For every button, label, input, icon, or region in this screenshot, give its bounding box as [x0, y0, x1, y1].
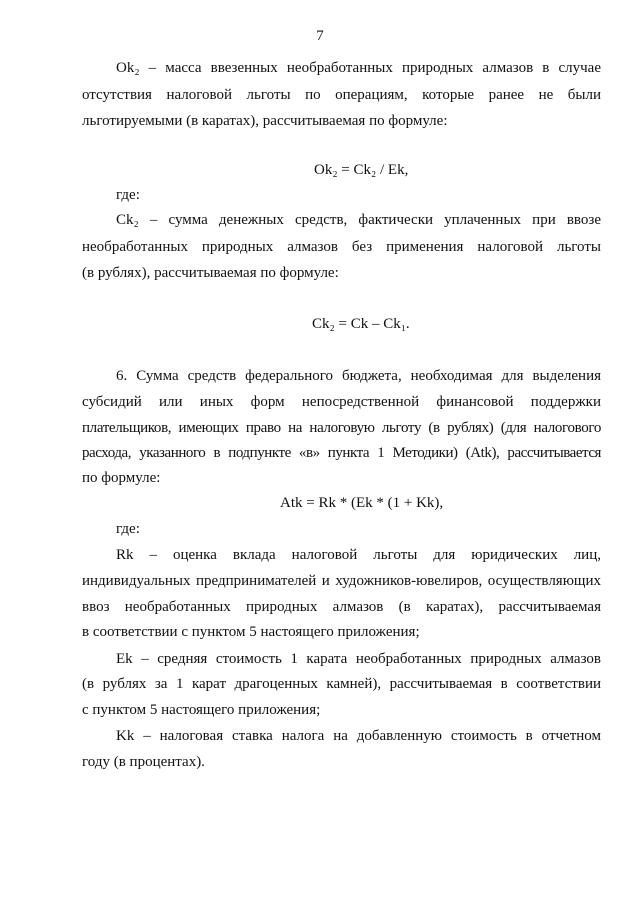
paragraph-line: Kk – налоговая ставка налога на добавленную стоимость в отчетном: [116, 728, 601, 744]
paragraph-line: субсидий или иных форм непосредственной финансовой поддержки: [82, 394, 601, 410]
paragraph-line: необработанных природных алмазов без применения налоговой льготы: [82, 239, 601, 255]
paragraph-line: льготируемыми (в каратах), рассчитываемая по формуле:: [82, 113, 448, 129]
page-number: 7: [316, 28, 324, 44]
paragraph-line: 6. Сумма средств федерального бюджета, необходимая для выделения: [116, 368, 601, 384]
formula-ok2: Ok₂ = Ck₂ / Ek,: [314, 162, 409, 178]
paragraph-line: расхода, указанного в подпункте «в» пункта 1 Методики) (Atk), рассчитывается: [82, 445, 601, 461]
paragraph-line: Ok₂ – масса ввезенных необработанных природных алмазов в случае: [116, 60, 601, 76]
paragraph-line: (в рублях за 1 карат драгоценных камней), рассчитываемая в соответствии: [82, 676, 601, 692]
paragraph-line: с пунктом 5 настоящего приложения;: [82, 702, 321, 718]
paragraph-line: Ck₂ – сумма денежных средств, фактически уплаченных при ввозе: [116, 212, 601, 228]
paragraph-line: в соответствии с пунктом 5 настоящего приложения;: [82, 624, 420, 640]
formula-atk: Atk = Rk * (Ek * (1 + Kk),: [280, 495, 444, 511]
paragraph-line: Rk – оценка вклада налоговой льготы для юридических лиц,: [116, 547, 601, 563]
paragraph-line: по формуле:: [82, 470, 161, 486]
paragraph-line: ввоз необработанных природных алмазов (в каратах), рассчитываемая: [82, 599, 601, 615]
where-label: где:: [116, 521, 140, 537]
paragraph-line: году (в процентах).: [82, 754, 205, 770]
where-label: где:: [116, 187, 140, 203]
paragraph-line: отсутствия налоговой льготы по операциям, которые ранее не были: [82, 87, 601, 103]
formula-ck2: Ck₂ = Ck – Ck₁.: [312, 316, 410, 332]
paragraph-line: плательщиков, имеющих право на налоговую льготу (в рублях) (для налогового: [82, 420, 601, 436]
paragraph-line: индивидуальных предпринимателей и художников-ювелиров, осуществляющих: [82, 573, 601, 589]
paragraph-line: Ek – средняя стоимость 1 карата необработанных природных алмазов: [116, 651, 601, 667]
paragraph-line: (в рублях), рассчитываемая по формуле:: [82, 265, 339, 281]
